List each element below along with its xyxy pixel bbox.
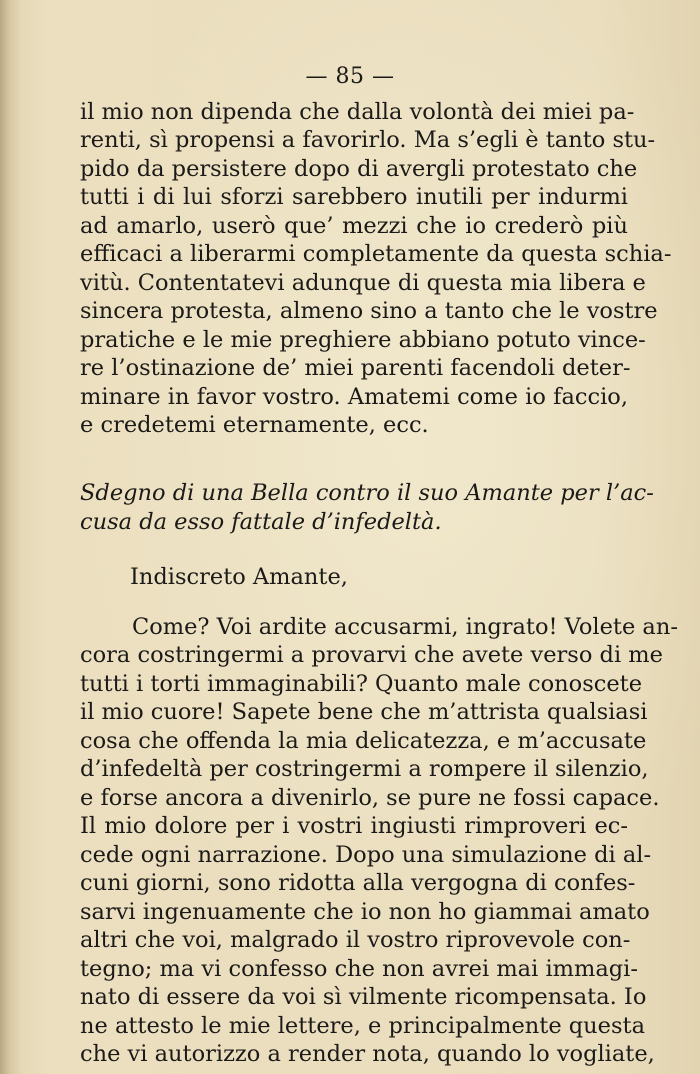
text-line: d’infedeltà per costringermi a rompere il silenzio, <box>80 756 649 782</box>
text-line: il mio cuore! Sapete bene che m’attrista qualsiasi <box>80 699 648 725</box>
page-number: — 85 — <box>305 64 395 89</box>
text-line: re l’ostinazione de’ miei parenti facendoli deter- <box>80 355 631 381</box>
letter-heading: cusa da esso fattale d’infedeltà. <box>80 509 442 535</box>
text-line: Il mio dolore per i vostri ingiusti rimproveri ec- <box>80 813 628 839</box>
text-line: sincera protesta, almeno sino a tanto che le vostre <box>80 298 658 324</box>
text-line: cosa che offenda la mia delicatezza, e m’accusate <box>80 728 647 754</box>
text-line: altri che voi, malgrado il vostro riprovevole con- <box>80 927 631 953</box>
text-line: minare in favor vostro. Amatemi come io faccio, <box>80 384 628 410</box>
text-line: cora costringermi a provarvi che avete verso di me <box>80 642 663 668</box>
text-line: il mio non dipenda che dalla volontà dei miei pa- <box>80 99 635 125</box>
text-line: e forse ancora a divenirlo, se pure ne fossi capace. <box>80 785 660 811</box>
text-line: e credetemi eternamente, ecc. <box>80 412 429 438</box>
text-line: nato di essere da voi sì vilmente ricompensata. Io <box>80 984 647 1010</box>
text-line: tutti i torti immaginabili? Quanto male conoscete <box>80 671 643 697</box>
text-line: cede ogni narrazione. Dopo una simulazione di al- <box>80 842 652 868</box>
text-line: tutti i di lui sforzi sarebbero inutili per indurmi <box>80 184 628 210</box>
text-line: sarvi ingenuamente che io non ho giammai amato <box>80 899 650 925</box>
text-line: Come? Voi ardite accusarmi, ingrato! Volete an- <box>132 614 678 640</box>
text-line: pido da persistere dopo di avergli protestato che <box>80 156 638 182</box>
text-line: renti, sì propensi a favorirlo. Ma s’egli è tanto stu- <box>80 127 656 153</box>
text-line: cuni giorni, sono ridotta alla vergogna di confes- <box>80 870 636 896</box>
letter-heading: Sdegno di una Bella contro il suo Amante per l’ac- <box>80 480 654 506</box>
text-line: pratiche e le mie preghiere abbiano potuto vince- <box>80 327 646 353</box>
text-line: ad amarlo, userò que’ mezzi che io crederò più <box>80 213 628 239</box>
text-line: ne attesto le mie lettere, e principalmente questa <box>80 1013 645 1039</box>
text-line: efficaci a liberarmi completamente da questa schia- <box>80 241 672 267</box>
text-line: che vi autorizzo a render nota, quando lo vogliate, <box>80 1041 655 1067</box>
text-line: tegno; ma vi confesso che non avrei mai immagi- <box>80 956 638 982</box>
salutation: Indiscreto Amante, <box>130 564 348 590</box>
text-line: vitù. Contentatevi adunque di questa mia libera e <box>80 270 646 296</box>
